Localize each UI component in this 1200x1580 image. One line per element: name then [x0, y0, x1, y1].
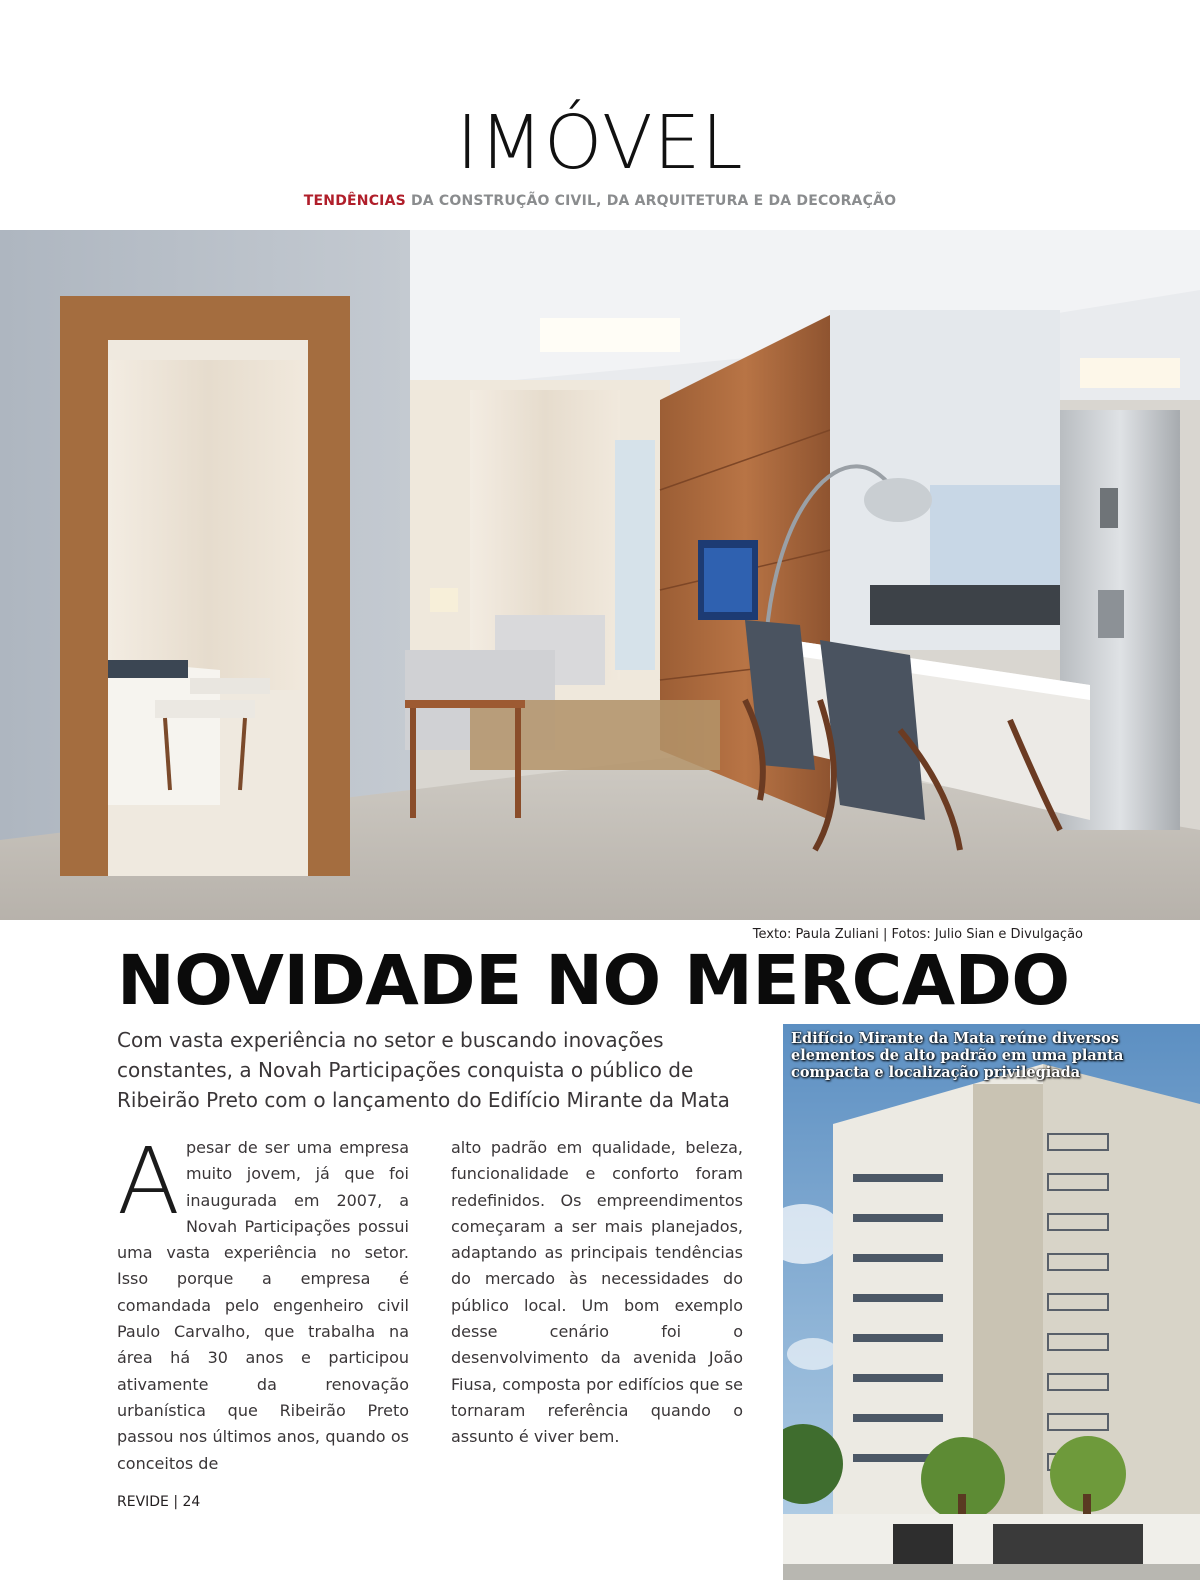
hero-illustration	[0, 230, 1200, 920]
building-illustration	[783, 1024, 1200, 1580]
photo-credits: Texto: Paula Zuliani | Fotos: Julio Sian e Divulgação	[752, 927, 1083, 942]
building-photo	[783, 1024, 1200, 1580]
tagline-accent: TENDÊNCIAS	[303, 193, 406, 209]
drop-cap: A	[117, 1128, 180, 1235]
hero-interior-photo	[0, 230, 1200, 920]
section-title: IMÓVEL	[456, 100, 744, 186]
column-1-text: pesar de ser uma empresa muito jovem, já que foi inaugurada em 2007, a Novah Participações possui uma vasta experiência no setor. Isso porque a empresa é comandada pelo engenheiro civil Paulo Carvalho, que trabalha na área há 30 anos e participou ativamente da renovação urbanística que Ribeirão Preto passou nos últimos anos, quando os conceitos de	[117, 1138, 409, 1473]
article-headline: NOVIDADE NO MERCADO	[117, 941, 1070, 1021]
photo-caption: Edifício Mirante da Mata reúne diversos elementos de alto padrão em uma planta compacta e localização privilegiada	[791, 1030, 1124, 1081]
section-tagline	[0, 193, 1200, 209]
article-column-1	[117, 1128, 409, 1477]
page-folio: REVIDE | 24	[117, 1494, 201, 1510]
tagline-rest: DA CONSTRUÇÃO CIVIL, DA ARQUITETURA E DA DECORAÇÃO	[405, 193, 897, 209]
article-lead: Com vasta experiência no setor e buscando inovações constantes, a Novah Participações conquista o público de Ribeirão Preto com o lançamento do Edifício Mirante da Mata	[117, 1028, 730, 1112]
article-column-2: alto padrão em qualidade, beleza, funcionalidade e conforto foram redefinidos. Os empreendimentos começaram a ser mais planejados, adaptando as principais tendências do mercado às necessidades do público local. Um bom exemplo desse cenário foi o desenvolvimento da avenida João Fiusa, composta por edifícios que se tornaram referência quando o assunto é viver bem.	[451, 1138, 743, 1447]
